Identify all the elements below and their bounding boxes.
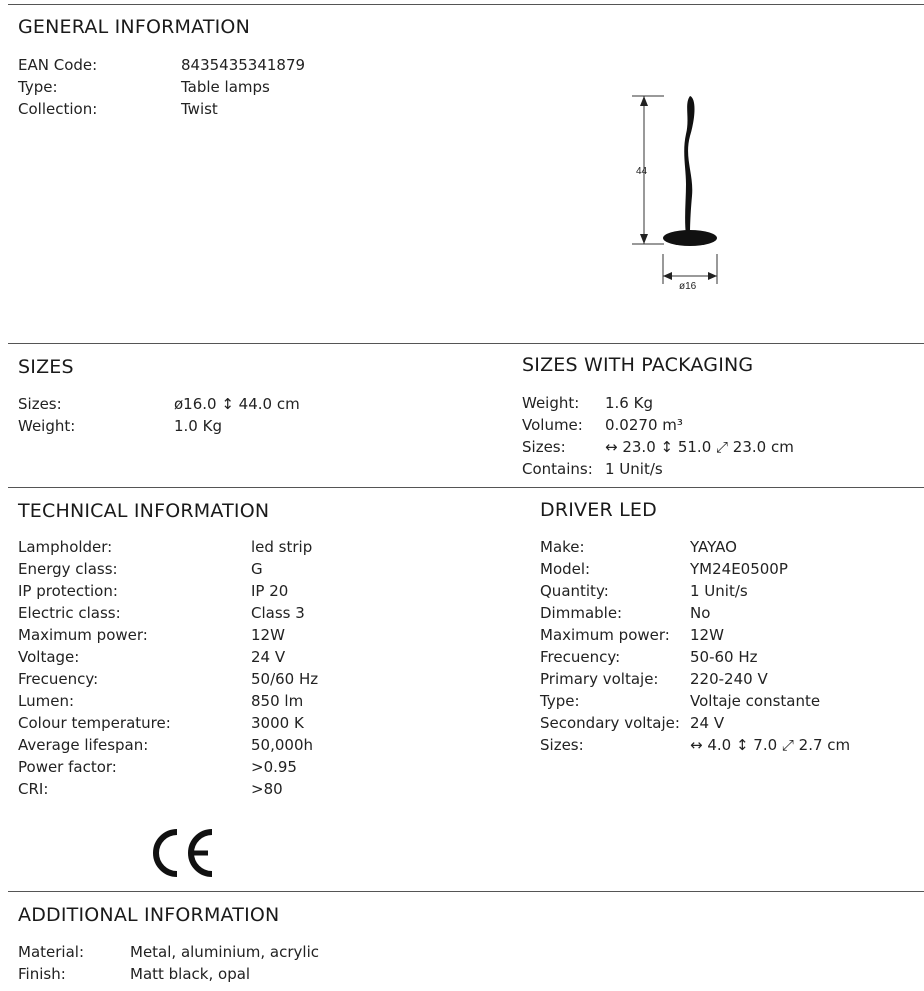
general-label: EAN Code: — [18, 56, 98, 74]
driver-label: Make: — [540, 538, 585, 556]
driver-value: ↔ 4.0 ↕ 7.0 ⤢ 2.7 cm — [690, 736, 851, 754]
technical-label: Colour temperature: — [18, 714, 171, 732]
driver-label: Model: — [540, 560, 591, 578]
technical-label: Frecuency: — [18, 670, 99, 688]
technical-title: TECHNICAL INFORMATION — [18, 500, 270, 522]
technical-label: Average lifespan: — [18, 736, 149, 754]
additional-label: Material: — [18, 943, 84, 961]
general-label: Collection: — [18, 100, 98, 118]
technical-value: >0.95 — [251, 758, 297, 776]
technical-value: 12W — [251, 626, 285, 644]
product-dimension-drawing — [620, 88, 730, 298]
driver-label: Sizes: — [540, 736, 584, 754]
general-value: Table lamps — [181, 78, 270, 96]
technical-label: Power factor: — [18, 758, 117, 776]
technical-label: Energy class: — [18, 560, 118, 578]
general-value: 8435435341879 — [181, 56, 306, 74]
divider-additional — [8, 891, 924, 892]
packaging-label: Weight: — [522, 394, 580, 412]
driver-value: No — [690, 604, 711, 622]
packaging-value: 1 Unit/s — [605, 460, 663, 478]
driver-value: 220-240 V — [690, 670, 768, 688]
divider-top — [8, 4, 924, 5]
general-label: Type: — [18, 78, 58, 96]
additional-value: Matt black, opal — [130, 965, 251, 983]
driver-value: YM24E0500P — [690, 560, 788, 578]
packaging-title: SIZES WITH PACKAGING — [522, 354, 754, 376]
technical-label: CRI: — [18, 780, 49, 798]
packaging-label: Sizes: — [522, 438, 566, 456]
driver-value: 12W — [690, 626, 724, 644]
height-arrow-top — [640, 96, 648, 106]
additional-label: Finish: — [18, 965, 66, 983]
technical-label: Lumen: — [18, 692, 75, 710]
technical-value: Class 3 — [251, 604, 305, 622]
lamp-twist-body — [684, 96, 694, 236]
additional-title: ADDITIONAL INFORMATION — [18, 904, 280, 926]
sizes-value: 1.0 Kg — [174, 417, 222, 435]
packaging-value: 1.6 Kg — [605, 394, 653, 412]
technical-value: >80 — [251, 780, 283, 798]
general-value: Twist — [181, 100, 218, 118]
height-label: 44 — [636, 166, 648, 177]
sizes-value: ø16.0 ↕ 44.0 cm — [174, 395, 300, 413]
technical-value: led strip — [251, 538, 313, 556]
driver-value: 50-60 Hz — [690, 648, 758, 666]
packaging-label: Volume: — [522, 416, 583, 434]
sizes-label: Weight: — [18, 417, 76, 435]
divider-technical — [8, 487, 924, 488]
technical-value: 850 lm — [251, 692, 304, 710]
additional-value: Metal, aluminium, acrylic — [130, 943, 319, 961]
packaging-value: ↔ 23.0 ↕ 51.0 ⤢ 23.0 cm — [605, 438, 794, 456]
technical-value: G — [251, 560, 263, 578]
diameter-arrow-right — [708, 272, 717, 280]
divider-sizes — [8, 343, 924, 344]
technical-label: Maximum power: — [18, 626, 148, 644]
technical-value: 50/60 Hz — [251, 670, 319, 688]
driver-value: Voltaje constante — [690, 692, 821, 710]
packaging-label: Contains: — [522, 460, 593, 478]
packaging-value: 0.0270 m³ — [605, 416, 683, 434]
technical-label: Lampholder: — [18, 538, 113, 556]
driver-value: YAYAO — [690, 538, 737, 556]
technical-label: IP protection: — [18, 582, 118, 600]
technical-value: 3000 K — [251, 714, 304, 732]
driver-label: Maximum power: — [540, 626, 670, 644]
driver-label: Quantity: — [540, 582, 609, 600]
driver-value: 24 V — [690, 714, 725, 732]
general-title: GENERAL INFORMATION — [18, 16, 250, 38]
driver-label: Secondary voltaje: — [540, 714, 680, 732]
technical-value: IP 20 — [251, 582, 289, 600]
height-arrow-bottom — [640, 234, 648, 244]
technical-value: 24 V — [251, 648, 286, 666]
sizes-title: SIZES — [18, 356, 74, 378]
driver-value: 1 Unit/s — [690, 582, 748, 600]
driver-label: Frecuency: — [540, 648, 621, 666]
driver-title: DRIVER LED — [540, 499, 657, 521]
driver-label: Primary voltaje: — [540, 670, 659, 688]
driver-label: Dimmable: — [540, 604, 623, 622]
lamp-base — [663, 230, 717, 246]
sizes-label: Sizes: — [18, 395, 62, 413]
driver-label: Type: — [540, 692, 580, 710]
diameter-arrow-left — [663, 272, 672, 280]
technical-value: 50,000h — [251, 736, 313, 754]
ce-mark-icon — [150, 828, 216, 878]
technical-label: Voltage: — [18, 648, 80, 666]
technical-label: Electric class: — [18, 604, 121, 622]
diameter-label: ø16 — [679, 281, 697, 292]
